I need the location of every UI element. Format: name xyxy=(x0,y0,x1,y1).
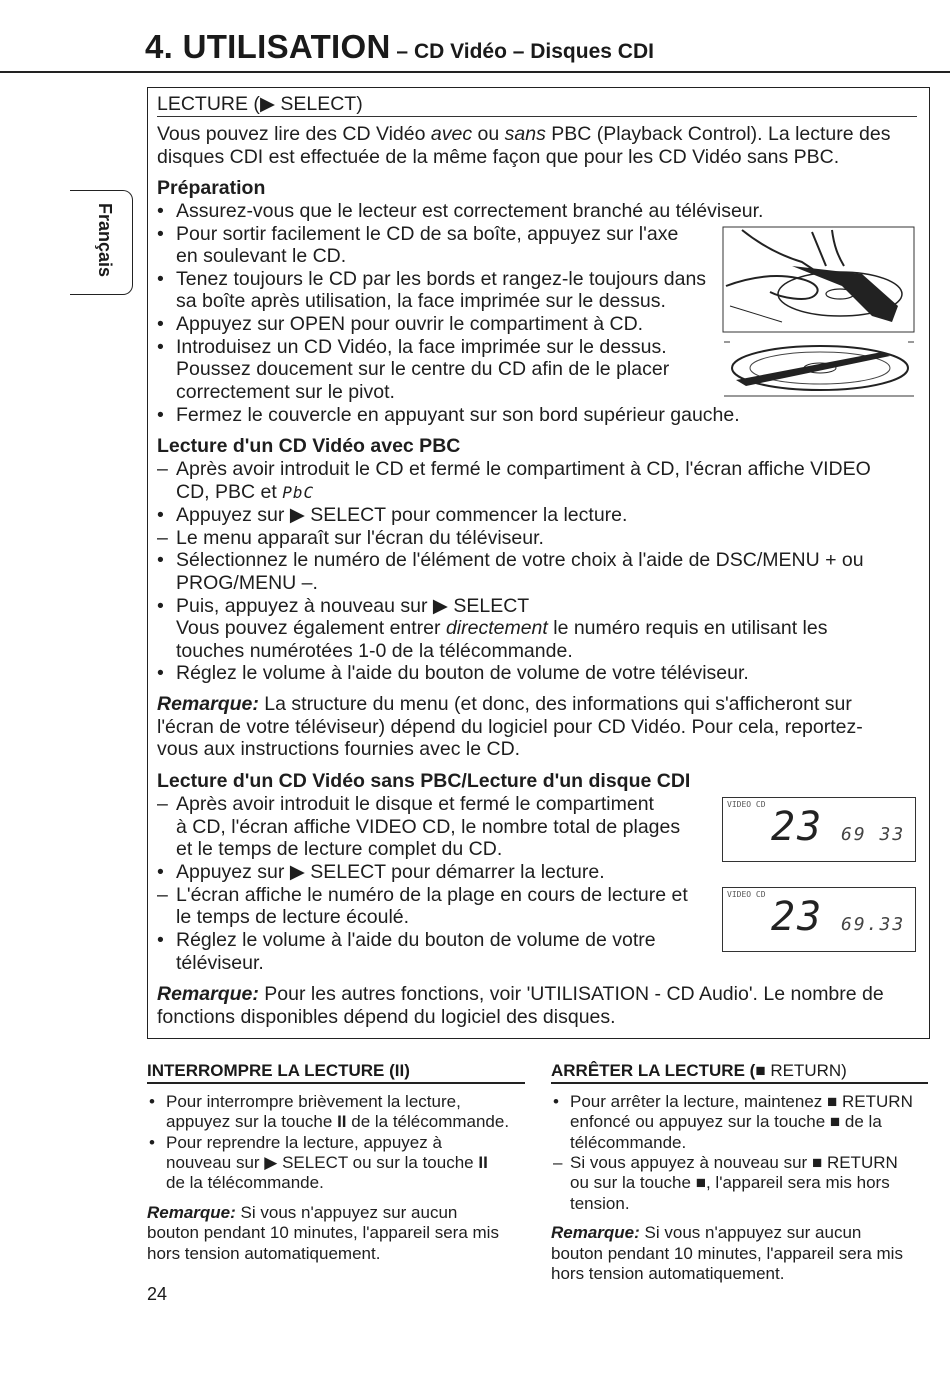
pbc-line-3b: SELECT pour commencer la lecture. xyxy=(304,504,628,526)
dash: – xyxy=(553,1153,563,1172)
prep-line-6: Appuyez sur OPEN pour ouvrir le compartiment à CD. xyxy=(176,313,644,335)
lcd-label: VIDEO CD xyxy=(727,800,766,809)
lecture-heading-rule xyxy=(157,116,917,117)
prep-line-9: correctement sur le pivot. xyxy=(176,381,395,403)
stop-line-1b: RETURN xyxy=(837,1092,913,1111)
pbc-line-5: Sélectionnez le numéro de l'élément de votre choix à l'aide de DSC/MENU + ou xyxy=(176,549,864,571)
nopbc-remark-text-1: Pour les autres fonctions, voir 'UTILISATION - CD Audio'. Le nombre de xyxy=(258,983,884,1005)
pbc-line-7a: Puis, appuyez à nouveau sur xyxy=(176,595,433,617)
nopbc-line-5: L'écran affiche le numéro de la plage en cours de lecture et xyxy=(176,884,688,906)
pbc-line-2 xyxy=(176,481,314,504)
bullet: • xyxy=(157,549,164,571)
remark-label: Remarque: xyxy=(551,1223,640,1242)
nopbc-line-4b: SELECT pour démarrer la lecture. xyxy=(304,861,605,883)
pause-heading-suffix: ) xyxy=(404,1061,410,1080)
pause-line-2a: appuyez sur la touche xyxy=(166,1112,338,1131)
prep-line-5: sa boîte après utilisation, la face imprimée sur le dessus. xyxy=(176,290,666,312)
prep-line-2: Pour sortir facilement le CD de sa boîte, appuyez sur l'axe xyxy=(176,223,679,245)
stop-remark-text-1: Si vous n'appuyez sur aucun xyxy=(639,1223,862,1242)
bullet: • xyxy=(149,1133,155,1152)
lcd-track: 23 xyxy=(771,804,824,850)
stop-heading xyxy=(551,1061,847,1081)
pbc-line-2-text: CD, PBC et xyxy=(176,481,283,503)
stop-icon: ■ xyxy=(829,1112,841,1131)
pause-remark-2: bouton pendant 10 minutes, l'appareil sera mis xyxy=(147,1223,499,1242)
lecture-intro-2: disques CDI est effectuée de la même façon que pour les CD Vidéo sans PBC. xyxy=(157,146,840,168)
nopbc-line-6: le temps de lecture écoulé. xyxy=(176,906,410,928)
lecture-intro-1 xyxy=(157,123,890,145)
stop-line-5 xyxy=(570,1173,890,1193)
lecture-heading-prefix: LECTURE ( xyxy=(157,93,260,115)
pause-heading-rule xyxy=(147,1082,525,1084)
stop-line-2b: de la xyxy=(840,1112,882,1131)
nopbc-heading: Lecture d'un CD Vidéo sans PBC/Lecture d'un disque CDI xyxy=(157,770,691,792)
pbc-lcd-indicator: PbC xyxy=(282,483,315,502)
lcd-label: VIDEO CD xyxy=(727,890,766,899)
nopbc-line-4 xyxy=(176,861,605,883)
bullet: • xyxy=(157,200,164,222)
play-icon: ▶ xyxy=(289,861,305,883)
pause-line-4 xyxy=(166,1153,488,1173)
dash: – xyxy=(157,884,168,906)
stop-line-5a: ou sur la touche xyxy=(570,1173,696,1192)
title-rule xyxy=(0,71,950,73)
pbc-line-7 xyxy=(176,595,529,617)
nopbc-remark-1 xyxy=(157,983,884,1005)
stop-heading-rule xyxy=(551,1082,928,1084)
lcd-display-total xyxy=(722,797,916,862)
stop-heading-suffix: RETURN) xyxy=(765,1061,847,1080)
bullet: • xyxy=(157,404,164,426)
bullet: • xyxy=(157,929,164,951)
prep-line-3: en soulevant le CD. xyxy=(176,245,347,267)
pause-heading xyxy=(147,1061,410,1081)
stop-remark-3: hors tension automatiquement. xyxy=(551,1264,785,1283)
pause-icon: II xyxy=(478,1153,488,1172)
stop-icon: ■ xyxy=(827,1092,838,1111)
pbc-remark-2: l'écran de votre téléviseur) dépend du logiciel pour CD Vidéo. Pour cela, reportez- xyxy=(157,716,863,738)
remark-label: Remarque: xyxy=(157,983,259,1005)
remark-label: Remarque: xyxy=(157,693,259,715)
pbc-remark-1 xyxy=(157,693,852,715)
stop-line-5b: , l'appareil sera mis hors xyxy=(705,1173,890,1192)
lcd-track: 23 xyxy=(771,894,824,940)
play-icon: ▶ xyxy=(259,93,275,115)
dash: – xyxy=(157,458,168,480)
pbc-line-4: Le menu apparaît sur l'écran du téléviseur. xyxy=(176,527,544,549)
lcd-time: 69 33 xyxy=(841,824,906,845)
stop-line-2 xyxy=(570,1112,882,1132)
stop-icon: ■ xyxy=(695,1173,706,1192)
pbc-line-8-em: directement xyxy=(445,617,548,639)
play-icon: ▶ xyxy=(432,595,448,617)
language-tab xyxy=(70,190,133,295)
intro-em-avec: avec xyxy=(430,123,473,145)
lcd-time: 69.33 xyxy=(841,914,906,935)
stop-line-4b: RETURN xyxy=(822,1153,898,1172)
prep-line-4: Tenez toujours le CD par les bords et rangez-le toujours dans xyxy=(176,268,707,290)
pause-remark-3: hors tension automatiquement. xyxy=(147,1244,381,1263)
pbc-remark-3: vous aux instructions fournies avec le CD. xyxy=(157,738,521,760)
bullet: • xyxy=(157,595,164,617)
pbc-heading: Lecture d'un CD Vidéo avec PBC xyxy=(157,435,461,457)
pbc-line-10: Réglez le volume à l'aide du bouton de volume de votre téléviseur. xyxy=(176,662,749,684)
pbc-line-8a: Vous pouvez également entrer xyxy=(176,617,446,639)
remark-label: Remarque: xyxy=(147,1203,236,1222)
bullet: • xyxy=(157,336,164,358)
preparation-heading: Préparation xyxy=(157,177,266,199)
bullet: • xyxy=(157,662,164,684)
stop-remark-1 xyxy=(551,1223,861,1243)
nopbc-line-8: téléviseur. xyxy=(176,952,264,974)
intro-em-sans: sans xyxy=(504,123,546,145)
lecture-heading-suffix: SELECT) xyxy=(274,93,363,115)
page-title xyxy=(145,28,654,66)
intro-text: Vous pouvez lire des CD Vidéo xyxy=(157,123,431,145)
pbc-line-6: PROG/MENU –. xyxy=(176,572,318,594)
lcd-display-elapsed xyxy=(722,887,916,952)
bullet: • xyxy=(157,223,164,245)
bullet: • xyxy=(157,313,164,335)
pbc-line-8 xyxy=(176,617,827,639)
prep-line-8: Poussez doucement sur le centre du CD afin de le placer xyxy=(176,358,670,380)
stop-line-4 xyxy=(570,1153,898,1173)
title-main: 4. UTILISATION xyxy=(145,28,391,65)
pause-remark-text-1: Si vous n'appuyez sur aucun xyxy=(235,1203,458,1222)
nopbc-line-3: et le temps de lecture complet du CD. xyxy=(176,838,503,860)
pbc-line-7b: SELECT xyxy=(447,595,530,617)
stop-remark-2: bouton pendant 10 minutes, l'appareil sera mis xyxy=(551,1244,903,1263)
pbc-line-1: Après avoir introduit le CD et fermé le compartiment à CD, l'écran affiche VIDEO xyxy=(176,458,871,480)
nopbc-line-1: Après avoir introduit le disque et fermé le compartiment xyxy=(176,793,654,815)
stop-line-1 xyxy=(570,1092,913,1112)
pause-line-3: Pour reprendre la lecture, appuyez à xyxy=(166,1133,442,1152)
nopbc-line-7: Réglez le volume à l'aide du bouton de volume de votre xyxy=(176,929,656,951)
play-icon: ▶ xyxy=(264,1153,278,1172)
pbc-line-9: touches numérotées 1-0 de la télécommande. xyxy=(176,640,573,662)
pbc-line-3 xyxy=(176,504,627,526)
pause-remark-1 xyxy=(147,1203,457,1223)
play-icon: ▶ xyxy=(289,504,305,526)
stop-line-4a: Si vous appuyez à nouveau sur xyxy=(570,1153,812,1172)
pause-line-4a: nouveau sur xyxy=(166,1153,265,1172)
pbc-remark-text-1: La structure du menu (et donc, des informations qui s'afficheront sur xyxy=(258,693,852,715)
page-number: 24 xyxy=(147,1284,168,1304)
bullet: • xyxy=(157,504,164,526)
bullet: • xyxy=(553,1092,559,1111)
pause-line-1: Pour interrompre brièvement la lecture, xyxy=(166,1092,461,1111)
pause-icon: II xyxy=(394,1061,405,1080)
title-sub: – CD Vidéo – Disques CDI xyxy=(390,40,654,63)
stop-line-2a: enfoncé ou appuyez sur la touche xyxy=(570,1112,830,1131)
dash: – xyxy=(157,527,168,549)
nopbc-line-2: à CD, l'écran affiche VIDEO CD, le nombre total de plages xyxy=(176,816,681,838)
language-label: Français xyxy=(95,203,115,278)
prep-line-7: Introduisez un CD Vidéo, la face imprimée sur le dessus. xyxy=(176,336,667,358)
stop-line-1a: Pour arrêter la lecture, maintenez xyxy=(570,1092,828,1111)
pause-line-5: de la télécommande. xyxy=(166,1173,324,1192)
stop-icon: ■ xyxy=(811,1153,823,1172)
lecture-heading xyxy=(157,93,363,115)
pbc-line-8b: le numéro requis en utilisant les xyxy=(547,617,828,639)
pause-heading-prefix: INTERROMPRE LA LECTURE ( xyxy=(147,1061,395,1080)
bullet: • xyxy=(157,268,164,290)
pause-icon: II xyxy=(337,1112,347,1131)
stop-line-3: télécommande. xyxy=(570,1133,687,1152)
nopbc-line-4a: Appuyez sur xyxy=(176,861,290,883)
bullet: • xyxy=(157,861,164,883)
pause-line-4b: SELECT ou sur la touche xyxy=(277,1153,479,1172)
pbc-line-3a: Appuyez sur xyxy=(176,504,290,526)
intro-end: PBC (Playback Control). La lecture des xyxy=(545,123,891,145)
intro-mid: ou xyxy=(472,123,505,145)
bullet: • xyxy=(149,1092,155,1111)
prep-line-1: Assurez-vous que le lecteur est correctement branché au téléviseur. xyxy=(176,200,764,222)
nopbc-remark-2: fonctions disponibles dépend du logiciel des disques. xyxy=(157,1006,616,1028)
cd-insert-illustration xyxy=(722,340,916,398)
stop-icon: ■ xyxy=(755,1061,766,1080)
pause-line-2 xyxy=(166,1112,509,1132)
prep-line-10: Fermez le couvercle en appuyant sur son bord supérieur gauche. xyxy=(176,404,740,426)
stop-line-6: tension. xyxy=(570,1194,630,1213)
pause-line-2b: de la télécommande. xyxy=(346,1112,510,1131)
cd-case-illustration xyxy=(722,226,916,334)
stop-heading-prefix: ARRÊTER LA LECTURE ( xyxy=(551,1061,756,1080)
dash: – xyxy=(157,793,168,815)
